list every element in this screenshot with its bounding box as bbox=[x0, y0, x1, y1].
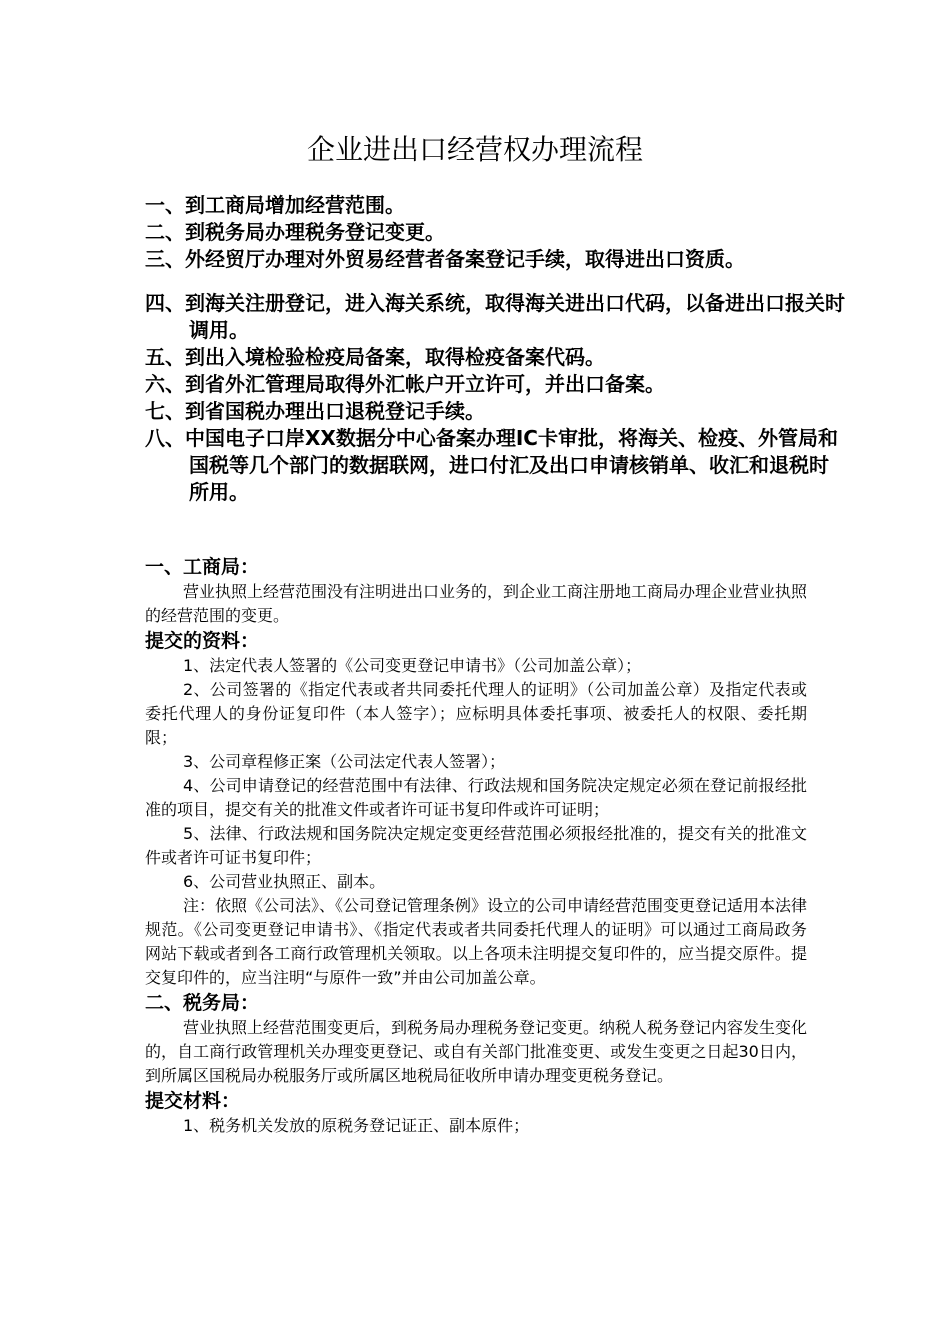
section-1-material-5: 5、法律、行政法规和国务院决定规定变更经营范围必须报经批准的，提交有关的批准文件或者许可证书复印件； bbox=[145, 824, 807, 867]
step-4: 四、到海关注册登记，进入海关系统，取得海关进出口代码，以备进出口报关时调用。 bbox=[145, 291, 845, 342]
section-2-intro: 营业执照上经营范围变更后，到税务局办理税务登记变更。纳税人税务登记内容发生变化的，自工商行政管理机关办理变更登记、或自有关部门批准变更、或发生变更之日起30日内，到所属区国税局办税服务厅或所属区地税局征收所申请办理变更税务登记。 bbox=[145, 1018, 808, 1085]
section-1-material-2: 2、公司签署的《指定代表或者共同委托代理人的证明》（公司加盖公章）及指定代表或委托代理人的身份证复印件（本人签字）；应标明具体委托事项、被委托人的权限、委托期限； bbox=[145, 680, 807, 747]
section-2-material-1: 1、税务机关发放的原税务登记证正、副本原件； bbox=[183, 1116, 530, 1135]
step-1: 一、到工商局增加经营范围。 bbox=[145, 193, 405, 217]
process-steps bbox=[145, 192, 845, 506]
section-2-heading: 二、税务局： bbox=[145, 992, 260, 1014]
section-1-heading: 一、工商局： bbox=[145, 556, 260, 578]
section-1-material-4: 4、公司申请登记的经营范围中有法律、行政法规和国务院决定规定必须在登记前报经批准的项目，提交有关的批准文件或者许可证书复印件或许可证明； bbox=[145, 776, 807, 819]
step-3: 三、外经贸厅办理对外贸易经营者备案登记手续，取得进出口资质。 bbox=[145, 247, 745, 271]
step-7: 七、到省国税办理出口退税登记手续。 bbox=[145, 399, 485, 423]
step-5: 五、到出入境检验检疫局备案，取得检疫备案代码。 bbox=[145, 345, 605, 369]
step-2: 二、到税务局办理税务登记变更。 bbox=[145, 220, 445, 244]
step-6: 六、到省外汇管理局取得外汇帐户开立许可，并出口备案。 bbox=[145, 372, 665, 396]
section-1-material-1: 1、法定代表人签署的《公司变更登记申请书》（公司加盖公章）； bbox=[183, 656, 642, 675]
section-1-materials-heading: 提交的资料： bbox=[145, 630, 260, 652]
section-2-materials-heading: 提交材料： bbox=[145, 1090, 241, 1112]
document-title: 企业进出口经营权办理流程 bbox=[306, 133, 643, 166]
section-1-material-6: 6、公司营业执照正、副本。 bbox=[183, 872, 386, 891]
section-1-intro: 营业执照上经营范围没有注明进出口业务的，到企业工商注册地工商局办理企业营业执照的经营范围的变更。 bbox=[145, 582, 808, 625]
section-1-note: 注：依照《公司法》、《公司登记管理条例》设立的公司申请经营范围变更登记适用本法律规范。《公司变更登记申请书》、《指定代表或者共同委托代理人的证明》可以通过工商局政务网站下载或者到各工商行政管理机关领取。以上各项未注明提交复印件的，应当提交原件。提交复印件的，应当注明“与原件一致”并由公司加盖公章。 bbox=[145, 896, 808, 987]
section-1-material-3: 3、公司章程修正案（公司法定代表人签署）； bbox=[183, 752, 506, 771]
step-8: 八、中国电子口岸XX数据分中心备案办理IC卡审批，将海关、检疫、外管局和国税等几个部门的数据联网，进口付汇及出口申请核销单、收汇和退税时所用。 bbox=[145, 426, 838, 504]
details-body bbox=[145, 554, 807, 1138]
